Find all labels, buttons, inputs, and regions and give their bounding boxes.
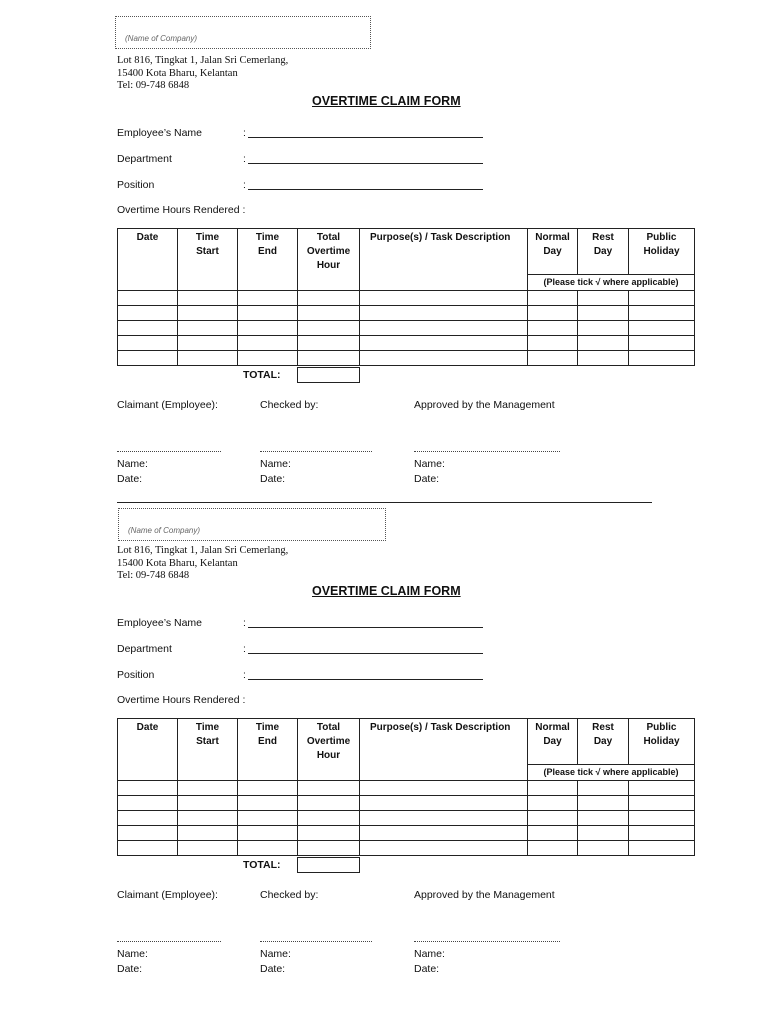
header-text: Total — [316, 232, 341, 243]
approved-by-date-label: Date: — [414, 473, 440, 485]
claimant-signature-line[interactable] — [117, 941, 221, 942]
table-cell[interactable] — [118, 781, 178, 796]
table-row — [118, 351, 695, 366]
table-cell[interactable] — [629, 781, 695, 796]
table-cell[interactable] — [360, 781, 528, 796]
table-cell[interactable] — [578, 781, 629, 796]
table-cell[interactable] — [178, 321, 238, 336]
table-row — [118, 336, 695, 351]
table-cell[interactable] — [118, 351, 178, 366]
department-label: Department — [117, 643, 172, 655]
approved-by-signature-line[interactable] — [414, 451, 560, 452]
header-text: Day — [543, 736, 562, 747]
checked-by-date-label: Date: — [260, 473, 286, 485]
col-header-normal-day — [528, 229, 578, 275]
table-cell[interactable] — [629, 351, 695, 366]
table-cell[interactable] — [360, 306, 528, 321]
checked-by-heading: Checked by: — [260, 889, 319, 901]
claimant-name-label: Name: — [117, 948, 148, 960]
col-header-time-start — [178, 719, 238, 781]
table-cell[interactable] — [578, 291, 629, 306]
table-cell[interactable] — [528, 351, 578, 366]
table-row — [118, 796, 695, 811]
table-cell[interactable] — [178, 351, 238, 366]
table-cell[interactable] — [528, 781, 578, 796]
table-cell[interactable] — [298, 781, 360, 796]
table-cell[interactable] — [629, 796, 695, 811]
approved-by-heading: Approved by the Management — [414, 889, 555, 901]
phone-line: Tel: 09-748 6848 — [117, 80, 190, 91]
company-address — [117, 55, 288, 93]
table-cell[interactable] — [629, 811, 695, 826]
approved-by-name-label: Name: — [414, 458, 445, 470]
field-colon: : — [243, 179, 246, 191]
table-row — [118, 321, 695, 336]
tick-note: (Please tick √ where applicable) — [528, 275, 695, 291]
header-text: Hour — [316, 260, 341, 271]
col-header-purpose — [360, 719, 528, 781]
table-cell[interactable] — [178, 841, 238, 856]
table-row — [118, 781, 695, 796]
table-cell[interactable] — [528, 826, 578, 841]
checked-by-signature-line[interactable] — [260, 941, 372, 942]
table-cell[interactable] — [178, 781, 238, 796]
claimant-name-label: Name: — [117, 458, 148, 470]
checked-by-heading: Checked by: — [260, 399, 319, 411]
checked-by-date-label: Date: — [260, 963, 286, 975]
address-line: 15400 Kota Bharu, Kelantan — [117, 67, 238, 79]
overtime-form-copy-2 — [0, 490, 768, 980]
field-colon: : — [243, 127, 246, 139]
table-cell[interactable] — [178, 306, 238, 321]
header-text: Start — [196, 736, 219, 747]
table-cell[interactable] — [298, 291, 360, 306]
header-text: Holiday — [643, 736, 680, 747]
form-title: OVERTIME CLAIM FORM — [312, 94, 461, 108]
table-cell[interactable] — [118, 796, 178, 811]
table-cell[interactable] — [528, 811, 578, 826]
checked-by-signature-line[interactable] — [260, 451, 372, 452]
field-colon: : — [243, 669, 246, 681]
header-text: Public — [646, 722, 677, 733]
table-cell[interactable] — [528, 321, 578, 336]
table-cell[interactable] — [298, 306, 360, 321]
col-header-rest-day — [578, 719, 629, 765]
table-cell[interactable] — [298, 826, 360, 841]
col-header-time-start — [178, 229, 238, 291]
company-name-box[interactable] — [118, 508, 386, 541]
table-cell[interactable] — [238, 811, 298, 826]
table-cell[interactable] — [118, 321, 178, 336]
company-name-box[interactable] — [115, 16, 371, 49]
position-label: Position — [117, 669, 155, 681]
table-cell[interactable] — [360, 321, 528, 336]
position-input[interactable] — [248, 679, 483, 680]
table-cell[interactable] — [528, 291, 578, 306]
header-text: Rest — [592, 722, 614, 733]
table-cell[interactable] — [360, 336, 528, 351]
table-cell[interactable] — [629, 291, 695, 306]
header-text: Holiday — [643, 246, 680, 257]
table-cell[interactable] — [629, 306, 695, 321]
claimant-heading: Claimant (Employee): — [117, 889, 218, 901]
table-cell[interactable] — [238, 781, 298, 796]
table-cell[interactable] — [360, 811, 528, 826]
table-cell[interactable] — [528, 306, 578, 321]
overtime-hours-label: Overtime Hours Rendered : — [117, 694, 246, 706]
table-cell[interactable] — [360, 841, 528, 856]
table-cell[interactable] — [578, 826, 629, 841]
approved-by-name-label: Name: — [414, 948, 445, 960]
table-cell[interactable] — [178, 336, 238, 351]
header-text: End — [258, 736, 277, 747]
table-cell[interactable] — [578, 306, 629, 321]
address-line: Lot 816, Tingkat 1, Jalan Sri Cemerlang, — [117, 55, 289, 66]
table-cell[interactable] — [178, 291, 238, 306]
table-cell[interactable] — [118, 811, 178, 826]
table-cell[interactable] — [238, 336, 298, 351]
table-cell[interactable] — [118, 841, 178, 856]
table-cell[interactable] — [298, 321, 360, 336]
header-text: Day — [543, 246, 562, 257]
department-input[interactable] — [248, 653, 483, 654]
col-header-time-end — [238, 719, 298, 781]
phone-line: Tel: 09-748 6848 — [117, 570, 190, 581]
table-cell[interactable] — [298, 796, 360, 811]
header-text: Date — [136, 232, 159, 243]
header-text: Normal — [535, 232, 570, 243]
header-text: End — [258, 246, 277, 257]
table-cell[interactable] — [528, 336, 578, 351]
table-cell[interactable] — [578, 841, 629, 856]
employee-name-input[interactable] — [248, 137, 483, 138]
col-header-purpose — [360, 229, 528, 291]
table-row — [118, 291, 695, 306]
claimant-signature-line[interactable] — [117, 451, 221, 452]
header-text: Overtime — [306, 246, 351, 257]
table-row — [118, 826, 695, 841]
table-cell[interactable] — [360, 796, 528, 811]
address-line: 15400 Kota Bharu, Kelantan — [117, 557, 238, 569]
header-text: Total — [316, 722, 341, 733]
header-text: Overtime — [306, 736, 351, 747]
table-row — [118, 841, 695, 856]
table-cell[interactable] — [238, 826, 298, 841]
table-cell[interactable] — [118, 826, 178, 841]
table-cell[interactable] — [360, 826, 528, 841]
header-text: Time — [255, 722, 280, 733]
table-cell[interactable] — [118, 306, 178, 321]
col-header-rest-day — [578, 229, 629, 275]
table-cell[interactable] — [629, 826, 695, 841]
total-hours-input[interactable] — [297, 367, 360, 383]
form-title: OVERTIME CLAIM FORM — [312, 584, 461, 598]
claimant-date-label: Date: — [117, 473, 143, 485]
approved-by-date-label: Date: — [414, 963, 440, 975]
table-cell[interactable] — [238, 306, 298, 321]
checked-by-name-label: Name: — [260, 948, 291, 960]
table-cell[interactable] — [178, 796, 238, 811]
header-text: Start — [196, 246, 219, 257]
table-cell[interactable] — [629, 841, 695, 856]
header-text: Purpose(s) / Task Description — [370, 722, 511, 733]
table-cell[interactable] — [578, 351, 629, 366]
table-row — [118, 811, 695, 826]
table-cell[interactable] — [238, 351, 298, 366]
header-text: Time — [255, 232, 280, 243]
table-cell[interactable] — [178, 826, 238, 841]
tick-note: (Please tick √ where applicable) — [528, 765, 695, 781]
col-header-total-overtime — [298, 229, 360, 291]
checked-by-name-label: Name: — [260, 458, 291, 470]
total-hours-input[interactable] — [297, 857, 360, 873]
header-text: Day — [593, 736, 613, 747]
header-text: Normal — [535, 722, 570, 733]
col-header-normal-day — [528, 719, 578, 765]
header-text: Public — [646, 232, 677, 243]
claimant-date-label: Date: — [117, 963, 143, 975]
field-colon: : — [243, 643, 246, 655]
table-cell[interactable] — [629, 321, 695, 336]
table-cell[interactable] — [629, 336, 695, 351]
position-label: Position — [117, 179, 155, 191]
overtime-hours-label: Overtime Hours Rendered : — [117, 204, 246, 216]
col-header-public-holiday — [629, 719, 695, 765]
col-header-date — [118, 719, 178, 781]
table-cell[interactable] — [238, 841, 298, 856]
field-colon: : — [243, 617, 246, 629]
col-header-date — [118, 229, 178, 291]
header-text: Purpose(s) / Task Description — [370, 232, 511, 243]
employee-name-label: Employee’s Name — [117, 617, 203, 629]
header-text: Time — [195, 722, 220, 733]
total-label: TOTAL: — [243, 369, 281, 381]
header-text: Hour — [316, 750, 341, 761]
department-input[interactable] — [248, 163, 483, 164]
table-cell[interactable] — [238, 796, 298, 811]
field-colon: : — [243, 153, 246, 165]
position-input[interactable] — [248, 189, 483, 190]
table-cell[interactable] — [528, 841, 578, 856]
claimant-heading: Claimant (Employee): — [117, 399, 218, 411]
header-text: Rest — [592, 232, 614, 243]
col-header-time-end — [238, 229, 298, 291]
employee-name-label: Employee’s Name — [117, 127, 203, 139]
employee-name-input[interactable] — [248, 627, 483, 628]
approved-by-signature-line[interactable] — [414, 941, 560, 942]
approved-by-heading: Approved by the Management — [414, 399, 555, 411]
header-text: Date — [136, 722, 159, 733]
table-cell[interactable] — [178, 811, 238, 826]
table-cell[interactable] — [118, 291, 178, 306]
table-cell[interactable] — [298, 811, 360, 826]
table-cell[interactable] — [578, 811, 629, 826]
overtime-form-copy-1 — [0, 0, 768, 490]
table-cell[interactable] — [578, 796, 629, 811]
table-cell[interactable] — [360, 351, 528, 366]
table-cell[interactable] — [578, 321, 629, 336]
table-cell[interactable] — [298, 841, 360, 856]
company-name-placeholder: (Name of Company) — [125, 34, 198, 43]
table-cell[interactable] — [298, 351, 360, 366]
table-row — [118, 306, 695, 321]
total-label: TOTAL: — [243, 859, 281, 871]
address-line: Lot 816, Tingkat 1, Jalan Sri Cemerlang, — [117, 545, 289, 556]
table-cell[interactable] — [118, 336, 178, 351]
table-cell[interactable] — [238, 321, 298, 336]
company-name-placeholder: (Name of Company) — [128, 526, 201, 535]
header-text: Day — [593, 246, 613, 257]
company-address — [117, 545, 288, 583]
table-cell[interactable] — [578, 336, 629, 351]
table-cell[interactable] — [360, 291, 528, 306]
department-label: Department — [117, 153, 172, 165]
overtime-table — [117, 718, 695, 856]
table-cell[interactable] — [528, 796, 578, 811]
table-cell[interactable] — [238, 291, 298, 306]
overtime-table — [117, 228, 695, 366]
col-header-total-overtime — [298, 719, 360, 781]
header-text: Time — [195, 232, 220, 243]
table-cell[interactable] — [298, 336, 360, 351]
col-header-public-holiday — [629, 229, 695, 275]
